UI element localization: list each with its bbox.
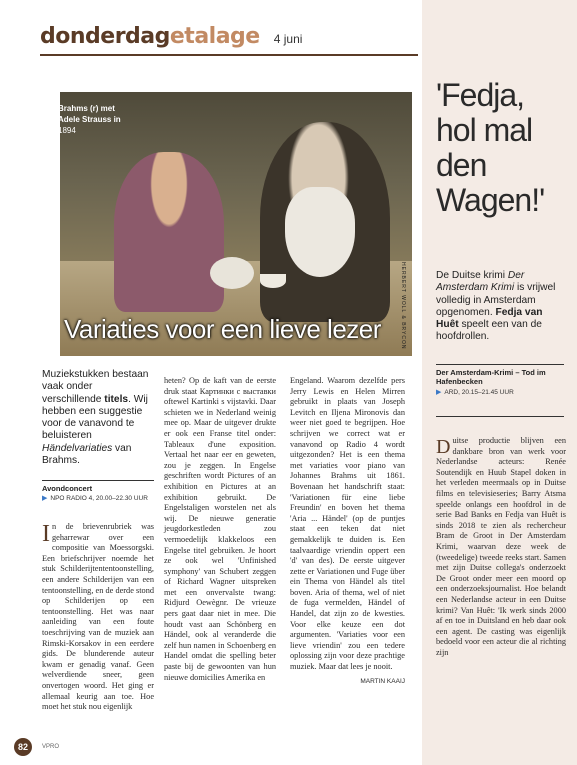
lead-text-2: . Wij hebben een suggestie voor de vanavond te beluisteren	[42, 393, 148, 442]
photo-credit: HERBERT WOLL & BRYCON	[400, 262, 406, 350]
photo-cup	[260, 274, 286, 288]
sidebar-intro-1: De Duitse krimi	[436, 270, 508, 281]
section-title-accent: etalage	[169, 24, 260, 49]
article-author: MARTIN KAAIJ	[360, 677, 405, 685]
article-column-1	[42, 522, 154, 713]
article-lead	[42, 369, 152, 467]
sidebar-rule	[436, 416, 564, 417]
section-date: 4 juni	[273, 32, 303, 46]
program-info	[42, 480, 154, 502]
sidebar-intro	[436, 270, 564, 344]
sidebar-program-info	[436, 364, 564, 396]
program-details-row	[42, 494, 154, 502]
play-triangle-icon: ▶	[42, 495, 48, 502]
lead-italic: Händelvariaties	[42, 442, 113, 454]
lead-bold: titels	[104, 393, 129, 405]
header-rule	[40, 54, 418, 56]
sidebar-intro-bold: Fedja van Huêt	[436, 306, 543, 331]
caption-line-2: Adele Strauss in	[58, 115, 121, 124]
sidebar-program-details-row	[436, 388, 564, 396]
column-1-text: n de brievenrubriek was geharrewar over een compositie van Moessorgski. Een briefschrijver noemde het stuk Schilderijtententoonstelling, een andere Schilderijen van een tentoonstelling, en de derde stond op Schilderijen op een tentoonstelling. Het was naar aanleiding van een foute toeschrijving van de muziek aan Rimski-Korsakov in een eerdere gids. De blunderende auteur kwam er genadig vanaf. Geen welverdiende sneer, geen onvertogen woord. Het ging er allemaal keurig aan toe. Hoe moet het stuk nou eigenlijk	[42, 522, 154, 712]
page-number: 82	[14, 738, 32, 756]
photo-woman-figure	[114, 152, 224, 312]
play-triangle-icon: ▶	[436, 389, 442, 396]
sidebar-program-details: ARD, 20.15–21.45 UUR	[444, 389, 514, 396]
section-title-main: donderdag	[40, 24, 170, 49]
program-title: Avondconcert	[42, 484, 93, 493]
sidebar-intro-2: is vrijwel volledig in Amsterdam opgenomen.	[436, 282, 556, 318]
article-column-2	[164, 376, 276, 683]
caption-line-3: 1894	[58, 126, 76, 135]
sidebar-intro-italic: Der Amsterdam Krimi	[436, 270, 525, 294]
article-headline: Variaties voor een lieve lezer	[64, 314, 381, 344]
program-details: NPO RADIO 4, 20.00–22.30 UUR	[50, 495, 148, 502]
sidebar-drop-cap: D	[436, 436, 451, 458]
section-header	[40, 24, 302, 50]
sidebar-intro-3: speelt een van de hoofdrollen.	[436, 319, 542, 343]
photo-caption	[58, 103, 121, 136]
sidebar-body-text: uitse productie blijven een dankbare bron van werk voor Nederlandse acteurs: Renée Soutendijk en Huub Stapel doken in het verleden meermaals op in Duitse films en televisieseries; Barry Atsma speelde onlangs een hoofdrol in de serie Bad Banks en Fedja van Huêt is sinds 2018 te zien als rechercheur Bram de Groot in Der Amsterdam Krimi, waarvan deze week de (tweedelige) tweede reeks start. Samen met zijn Duitse collega's onderzoekt De Groot onder meer een moord op een onderzoeksjournalist. Hoe belandt een Nederlandse acteur in een Duitse krimi? Van Huêt: 'Ik werk sinds 2000 af en toe in Duitsland en heb daar ook een agent. De casting was eigenlijk bedoeld voor een acteur die al richting zijn	[436, 436, 566, 657]
column-3-text: Engeland. Waarom dezelfde pers Jerry Lewis en Helen Mirren gebruikt in plaats van Joseph Levitch en Iljena Mironovis dan weer niet goed te begrijpen. Hoe schrijven we correct wat er vanavond op Radio 4 wordt uitgezonden? Het is een thema met variaties voor piano van Johannes Brahms uit 1861. Bovenaan het handschrift staat: 'Variationen für eine liebe Freundin' en boven het thema 'Aria ... Händel' (op de puntjes staat een teken dat niet gemakkelijk te duiden is. Een taalvaardige vriendin oppert een 'd' van des). De eerste uitgever zette er Variationen und Fuge über ein Thema von Händel als titel boven. Aria of thema, wel of niet de fuga vermelden, Händel of Handel, dat zijn zo de kwesties. Voor elke keuze een dot argumenten. 'Variaties voor een lieve vriendin' zou een tedere oplossing zijn voor deze prachtige muziek. Maar dat lees je nooit.	[290, 376, 405, 672]
photo-beard	[285, 187, 355, 277]
sidebar-body	[436, 436, 566, 658]
drop-cap: I	[42, 521, 50, 547]
page-footer	[14, 738, 59, 756]
caption-line-1: Brahms (r) met	[58, 104, 115, 113]
lead-text-1: Muziekstukken bestaan vaak onder verschillende	[42, 369, 149, 405]
column-2-text: heten? Op de kaft van de eerste druk staat Картинки с выставки oftewel Kartinki s vijstavki. Daar schieten we in Nederland weinig mee op. Maar de uitgever drukte er ook een Franse titel onder: Tableaux d'une exposition. Vertaal het naar eer en geweten, zou je zeggen. In Engelse geschriften wordt Pictures of an exhibition en Pictures at an exhibition gebruikt. De Engelstaligen worstelen net als wij. De nieuwe generatie jeugdorkestleden zou vermoedelijk klakkeloos een Engelse titel gebruiken. Je hoort ze ook wel 'Unfinished symphony' van Schubert zeggen of Richard Wagner uitspreken met een onvervalste twang: Ridjurd Oewègnr. De vrieuze pers gaat daar niet in mee. Die houdt vast aan Schönberg en Händel, ook al veranderde die zelf hun namen in Schoenberg en Handel omdat die spelling beter paste bij de gewoonten van hun nieuwe domicilies Amerika en	[164, 376, 276, 682]
photo-teapot	[210, 257, 254, 289]
article-column-3	[290, 376, 405, 687]
sidebar-quote: 'Fedja, hol mal den Wagen!'	[436, 77, 545, 218]
lead-text-3: van Brahms.	[42, 442, 132, 467]
magazine-name: VPRO	[42, 744, 60, 750]
sidebar-program-title: Der Amsterdam-Krimi – Tod im Hafenbecken	[436, 368, 546, 386]
